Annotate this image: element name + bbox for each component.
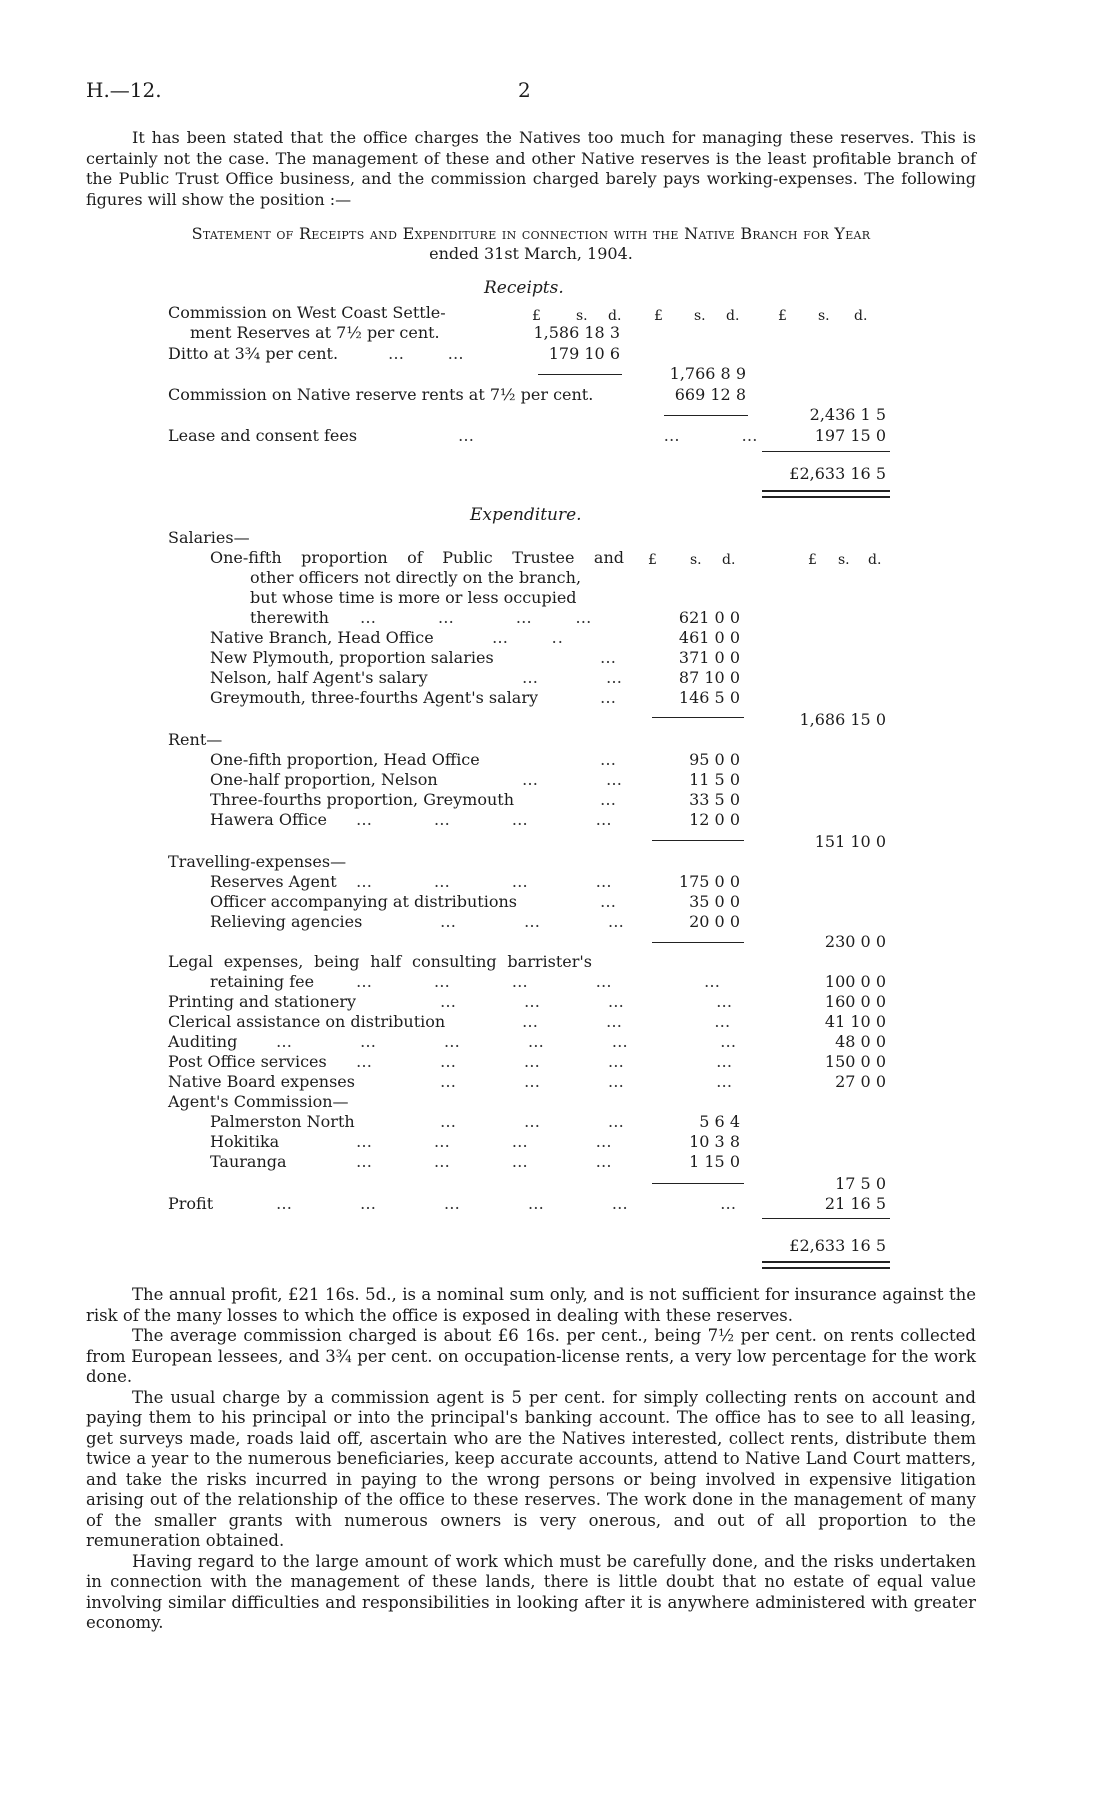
other-value: 100 0 0: [824, 972, 886, 991]
salary-item: Greymouth, three-fourths Agent's salary: [210, 688, 539, 707]
leader-dots: … … … …: [356, 1152, 613, 1171]
profit-value: 21 16 5: [824, 1194, 886, 1213]
rule-line: [652, 840, 744, 841]
rent-item: One-half proportion, Nelson: [210, 770, 438, 789]
travelling-item: Officer accompanying at distributions: [210, 892, 517, 911]
other-item: Legal expenses, being half consulting barrister's: [168, 952, 592, 971]
leader-dots: … … … …: [356, 810, 613, 829]
salary-value: 621 0 0: [678, 608, 740, 627]
receipts-col1-shilling: s.: [576, 308, 588, 324]
leader-dots: … … … … …: [356, 972, 721, 991]
closing-paragraphs: [86, 1285, 976, 1634]
salary-item: New Plymouth, proportion salaries: [210, 648, 494, 667]
leader-dots: … … … …: [440, 992, 734, 1011]
receipts-col1-pound: £: [532, 308, 541, 324]
receipts-heading: Receipts.: [484, 278, 564, 298]
receipts-col3-shilling: s.: [818, 308, 830, 324]
receipts-row-label: ment Reserves at 7½ per cent.: [190, 323, 440, 342]
other-value: 27 0 0: [835, 1072, 886, 1091]
receipts-row-value: 1,766 8 9: [669, 364, 746, 383]
receipts-col1-pence: d.: [608, 308, 622, 324]
double-rule: [762, 1261, 890, 1269]
statement-title-line2: ended 31st March, 1904.: [429, 244, 633, 263]
travelling-value: 175 0 0: [678, 872, 740, 891]
salary-value: 146 5 0: [678, 688, 740, 707]
exp-col3-pound: £: [808, 552, 817, 568]
other-item: retaining fee: [210, 972, 315, 991]
rule-line: [652, 717, 744, 718]
rent-subtotal: 151 10 0: [814, 832, 886, 851]
leader-dots: …: [600, 688, 617, 707]
other-value: 150 0 0: [824, 1052, 886, 1071]
salary-item: Nelson, half Agent's salary: [210, 668, 428, 687]
closing-paragraph: The usual charge by a commission agent is 5 per cent. for simply collecting rents on account and paying them to his principal or into the principal's banking account. The office has to see to all leasing, get surveys made, roads laid off, ascertain who are the Natives interested, collect rents, distribute them twice a year to the numerous beneficiaries, keep accurate accounts, attend to Native Land Court matters, and take the risks incurred in paying to the wrong persons or being involved in expensive litigation arising out of the relationship of the office to these reserves. The work done in the management of many of the smaller grants with numerous owners is very onerous, and out of all proportion to the remuneration obtained.: [86, 1387, 976, 1550]
intro-text: It has been stated that the office charges the Natives too much for managing these reserves. This is certainly not the case. The management of these and other Native reserves is the least profitable branch of the Public Trust Office business, and the commission charged barely pays working-expenses. The following figures will show the position :—: [86, 128, 976, 209]
other-item: Auditing: [168, 1032, 238, 1051]
agent-item: Tauranga: [210, 1152, 287, 1171]
exp-col3-shilling: s.: [838, 552, 850, 568]
other-item: Native Board expenses: [168, 1072, 355, 1091]
receipts-total: £2,633 16 5: [789, 464, 886, 483]
receipts-row-value: 1,586 18 3: [533, 323, 620, 342]
rent-value: 33 5 0: [689, 790, 740, 809]
other-item: Post Office services: [168, 1052, 327, 1071]
agent-item: Palmerston North: [210, 1112, 355, 1131]
rule-line: [652, 1183, 744, 1184]
receipts-row-label: Commission on Native reserve rents at 7½ per cent.: [168, 385, 594, 404]
leader-dots: … … … … …: [356, 1052, 734, 1071]
leader-dots: … …: [388, 344, 465, 363]
leader-dots: … … … …: [440, 1072, 734, 1091]
salaries-line: but whose time is more or less occupied: [250, 588, 577, 607]
receipts-col2-pound: £: [654, 308, 663, 324]
other-item: Printing and stationery: [168, 992, 357, 1011]
travelling-title: Travelling-expenses—: [168, 852, 347, 871]
travelling-subtotal: 230 0 0: [824, 932, 886, 951]
leader-dots: …: [600, 648, 617, 667]
double-rule: [762, 490, 890, 498]
receipts-row-value: 197 15 0: [814, 426, 886, 445]
rent-value: 11 5 0: [689, 770, 740, 789]
receipts-row-value: 669 12 8: [674, 385, 746, 404]
other-value: 160 0 0: [824, 992, 886, 1011]
closing-paragraph: Having regard to the large amount of work which must be carefully done, and the risks undertaken in connection with the management of these lands, there is little doubt that no estate of equal value involving similar difficulties and responsibilities in looking after it is anywhere administered with greater economy.: [86, 1551, 976, 1632]
expenditure-total: £2,633 16 5: [789, 1236, 886, 1255]
rule-line: [762, 451, 890, 452]
exp-col2-pound: £: [648, 552, 657, 568]
profit-label: Profit: [168, 1194, 214, 1213]
statement-title: [86, 224, 976, 264]
leader-dots: … … …: [440, 912, 625, 931]
travelling-item: Reserves Agent: [210, 872, 337, 891]
travelling-item: Relieving agencies: [210, 912, 363, 931]
other-value: 41 10 0: [824, 1012, 886, 1031]
leader-dots: … … …: [458, 426, 759, 445]
leader-dots: …: [600, 750, 617, 769]
salaries-line: One-fifth proportion of Public Trustee and: [210, 548, 624, 567]
receipts-row-label: Ditto at 3¾ per cent.: [168, 344, 339, 363]
travelling-value: 20 0 0: [689, 912, 740, 931]
salary-value: 461 0 0: [678, 628, 740, 647]
leader-dots: … … …: [440, 1112, 625, 1131]
rule-line: [652, 942, 744, 943]
page-number: 2: [518, 78, 531, 102]
salary-value: 87 10 0: [678, 668, 740, 687]
salaries-line: other officers not directly on the branch,: [250, 568, 582, 587]
receipts-col2-shilling: s.: [694, 308, 706, 324]
other-value: 48 0 0: [835, 1032, 886, 1051]
salaries-line: therewith: [250, 608, 329, 627]
leader-dots: … … …: [522, 1012, 732, 1031]
leader-dots: …: [600, 892, 617, 911]
rent-item: One-fifth proportion, Head Office: [210, 750, 480, 769]
salaries-title: Salaries—: [168, 528, 250, 547]
receipts-row-label: Lease and consent fees: [168, 426, 358, 445]
agents-title: Agent's Commission—: [168, 1092, 349, 1111]
other-item: Clerical assistance on distribution: [168, 1012, 446, 1031]
agent-value: 10 3 8: [689, 1132, 740, 1151]
closing-paragraph: The average commission charged is about £6 16s. per cent., being 7½ per cent. on rents collected from European lessees, and 3¾ per cent. on occupation-license rents, a very low percentage for the work done.: [86, 1326, 976, 1386]
leader-dots: … …: [522, 770, 623, 789]
leader-dots: … … … …: [360, 608, 593, 627]
receipts-col2-pence: d.: [726, 308, 740, 324]
leader-dots: … … … … … …: [276, 1194, 738, 1213]
agent-item: Hokitika: [210, 1132, 280, 1151]
exp-col3-pence: d.: [868, 552, 882, 568]
agent-value: 1 15 0: [689, 1152, 740, 1171]
exp-col2-shilling: s.: [690, 552, 702, 568]
salary-item: Native Branch, Head Office: [210, 628, 434, 647]
intro-paragraph: [86, 128, 976, 210]
exp-col2-pence: d.: [722, 552, 736, 568]
leader-dots: … …: [522, 668, 623, 687]
leader-dots: … … … …: [356, 872, 613, 891]
receipts-row-value: 179 10 6: [548, 344, 620, 363]
rule-line: [762, 1218, 890, 1219]
statement-title-line1: Statement of Receipts and Expenditure in connection with the Native Branch for Year: [191, 224, 871, 243]
agent-value: 5 6 4: [699, 1112, 740, 1131]
agents-subtotal: 17 5 0: [835, 1174, 886, 1193]
receipts-row-value: 2,436 1 5: [809, 405, 886, 424]
leader-dots: … ..: [492, 628, 564, 647]
document-code: H.—12.: [86, 78, 162, 102]
salaries-subtotal: 1,686 15 0: [799, 710, 886, 729]
rent-title: Rent—: [168, 730, 223, 749]
rent-item: Hawera Office: [210, 810, 327, 829]
rent-value: 95 0 0: [689, 750, 740, 769]
closing-paragraph: The annual profit, £21 16s. 5d., is a nominal sum only, and is not sufficient for insurance against the risk of the many losses to which the office is exposed in dealing with these reserves.: [86, 1285, 976, 1325]
rule-line: [664, 415, 748, 416]
travelling-value: 35 0 0: [689, 892, 740, 911]
leader-dots: … … … …: [356, 1132, 613, 1151]
leader-dots: … … … … … …: [276, 1032, 738, 1051]
receipts-row-label: Commission on West Coast Settle-: [168, 303, 446, 322]
rent-item: Three-fourths proportion, Greymouth: [210, 790, 514, 809]
receipts-col3-pence: d.: [854, 308, 868, 324]
rent-value: 12 0 0: [689, 810, 740, 829]
leader-dots: …: [600, 790, 617, 809]
expenditure-heading: Expenditure.: [470, 505, 582, 525]
receipts-col3-pound: £: [778, 308, 787, 324]
rule-line: [538, 374, 622, 375]
salary-value: 371 0 0: [678, 648, 740, 667]
